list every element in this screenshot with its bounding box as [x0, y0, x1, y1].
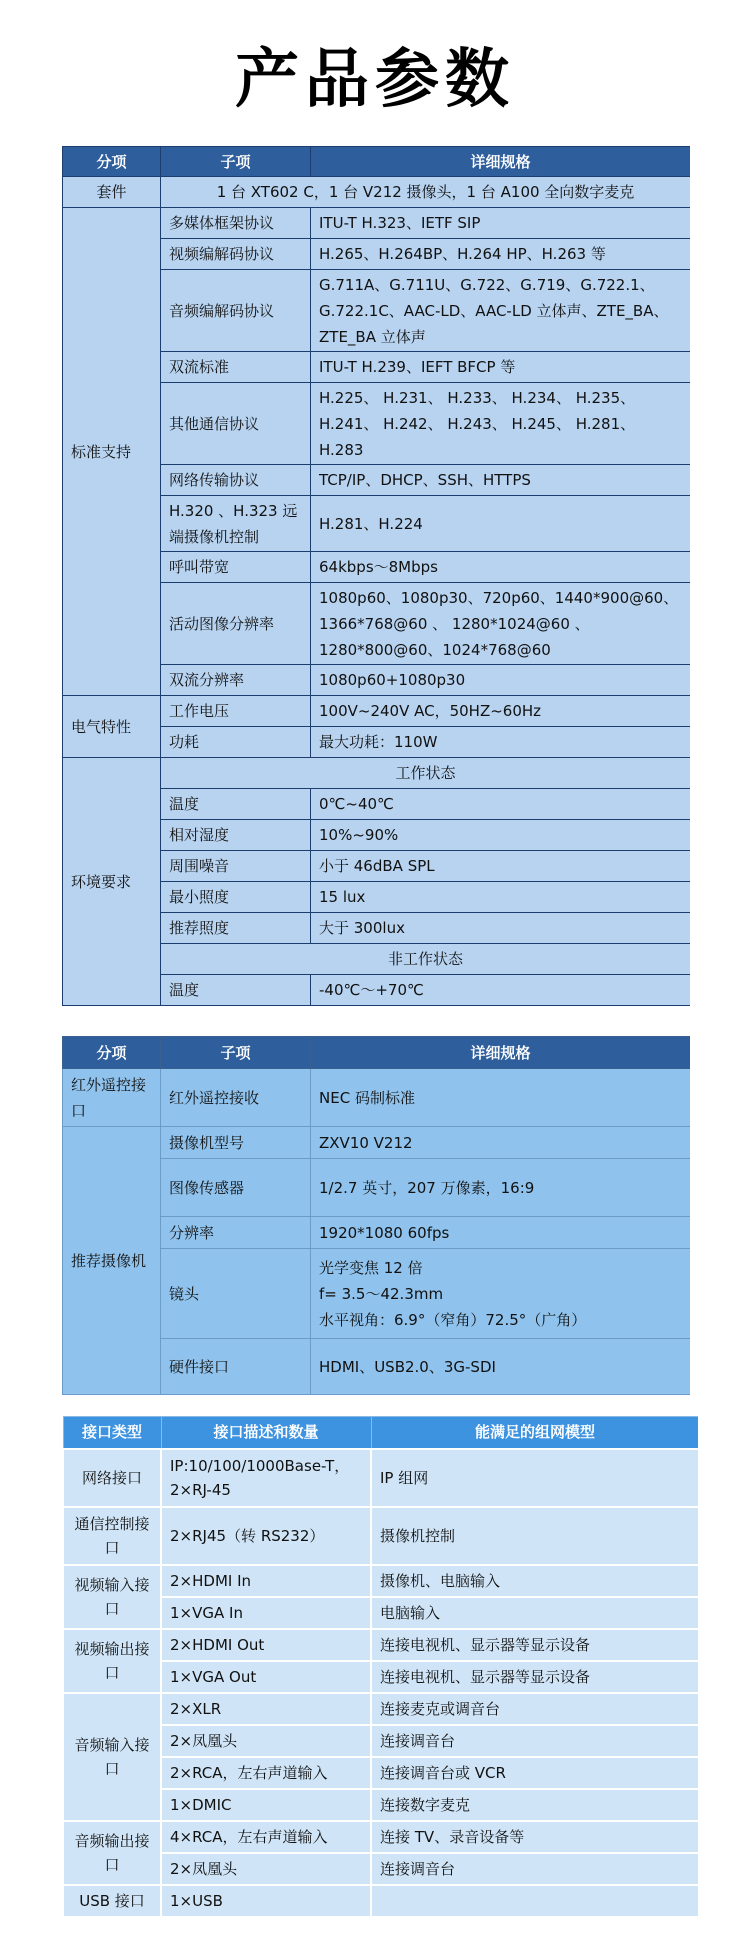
category-cell: 推荐摄像机: [63, 1127, 161, 1395]
header-category: 分项: [63, 147, 161, 177]
spec-table-1: [62, 146, 690, 1006]
model-cell: 连接调音台: [371, 1725, 698, 1757]
subitem-cell: 音频编解码协议: [161, 270, 311, 352]
spec-table-2: [62, 1036, 690, 1395]
subitem-cell: 镜头: [161, 1249, 311, 1339]
lens-line: 光学变焦 12 倍: [319, 1258, 423, 1277]
detail-cell: 0℃~40℃: [311, 789, 691, 820]
model-cell: IP 组网: [371, 1449, 698, 1507]
model-cell: 连接电视机、显示器等显示设备: [371, 1629, 698, 1661]
category-cell: 电气特性: [63, 696, 161, 758]
category-cell: 环境要求: [63, 758, 161, 1006]
subitem-cell: 功耗: [161, 727, 311, 758]
subitem-cell: 分辨率: [161, 1217, 311, 1249]
subitem-cell: 多媒体框架协议: [161, 208, 311, 239]
model-cell: 电脑输入: [371, 1597, 698, 1629]
detail-cell: ITU-T H.323、IETF SIP: [311, 208, 691, 239]
header-interface-desc: 接口描述和数量: [161, 1417, 371, 1449]
category-cell: 视频输入接口: [63, 1565, 161, 1629]
detail-cell: ZXV10 V212: [311, 1127, 691, 1159]
subitem-cell: 图像传感器: [161, 1159, 311, 1217]
detail-cell: H.265、H.264BP、H.264 HP、H.263 等: [311, 239, 691, 270]
subitem-cell: 其他通信协议: [161, 383, 311, 465]
desc-cell: IP:10/100/1000Base-T，2×RJ-45: [161, 1449, 371, 1507]
desc-cell: 1×VGA Out: [161, 1661, 371, 1693]
desc-cell: 2×RCA，左右声道输入: [161, 1757, 371, 1789]
working-state-heading: 工作状态: [161, 758, 691, 789]
subitem-cell: 最小照度: [161, 882, 311, 913]
category-cell: USB 接口: [63, 1885, 161, 1917]
header-interface-type: 接口类型: [63, 1417, 161, 1449]
header-detail: 详细规格: [311, 1037, 691, 1069]
desc-cell: 1×VGA In: [161, 1597, 371, 1629]
subitem-cell: 温度: [161, 975, 311, 1006]
desc-cell: 2×HDMI In: [161, 1565, 371, 1597]
subitem-cell: 双流标准: [161, 352, 311, 383]
model-cell: 摄像机、电脑输入: [371, 1565, 698, 1597]
subitem-cell: 相对湿度: [161, 820, 311, 851]
detail-cell: -40℃～+70℃: [311, 975, 691, 1006]
interface-table-viewport: [62, 1416, 698, 1940]
detail-cell: 小于 46dBA SPL: [311, 851, 691, 882]
model-cell: 连接调音台: [371, 1853, 698, 1885]
spec-table-2-viewport: [62, 1036, 690, 1396]
subitem-cell: 红外遥控接收: [161, 1069, 311, 1127]
desc-cell: 2×凤凰头: [161, 1853, 371, 1885]
spec-table-1-viewport: [62, 146, 690, 1036]
header-subitem: 子项: [161, 1037, 311, 1069]
interface-table: [62, 1416, 698, 1918]
page-title: 产品参数: [235, 43, 515, 117]
nonworking-state-heading: 非工作状态: [161, 944, 691, 975]
detail-cell: [311, 1249, 691, 1339]
desc-cell: 2×XLR: [161, 1693, 371, 1725]
detail-cell: ITU-T H.239、IEFT BFCP 等: [311, 352, 691, 383]
lens-line: 水平视角：6.9°（窄角）72.5°（广角）: [319, 1310, 587, 1329]
detail-cell: 1920*1080 60fps: [311, 1217, 691, 1249]
model-cell: 连接麦克或调音台: [371, 1693, 698, 1725]
category-cell: 红外遥控接口: [63, 1069, 161, 1127]
subitem-cell: 工作电压: [161, 696, 311, 727]
kit-value: 1 台 XT602 C，1 台 V212 摄像头，1 台 A100 全向数字麦克: [161, 177, 691, 208]
model-cell: 摄像机控制: [371, 1507, 698, 1565]
category-cell: 音频输出接口: [63, 1821, 161, 1885]
category-cell: 视频输出接口: [63, 1629, 161, 1693]
subitem-cell: 摄像机型号: [161, 1127, 311, 1159]
detail-cell: HDMI、USB2.0、3G-SDI: [311, 1339, 691, 1395]
subitem-cell: 呼叫带宽: [161, 552, 311, 583]
category-cell: 标准支持: [63, 208, 161, 696]
subitem-cell: 网络传输协议: [161, 465, 311, 496]
detail-cell: 1/2.7 英寸，207 万像素，16:9: [311, 1159, 691, 1217]
detail-cell: G.711A、G.711U、G.722、G.719、G.722.1、G.722.1C、AAC-LD、AAC-LD 立体声、ZTE_BA、ZTE_BA 立体声: [311, 270, 691, 352]
desc-cell: 1×USB: [161, 1885, 371, 1917]
desc-cell: 2×HDMI Out: [161, 1629, 371, 1661]
header-subitem: 子项: [161, 147, 311, 177]
detail-cell: 64kbps～8Mbps: [311, 552, 691, 583]
subitem-cell: 活动图像分辨率: [161, 583, 311, 665]
detail-cell: 大于 300lux: [311, 913, 691, 944]
model-cell: 连接调音台或 VCR: [371, 1757, 698, 1789]
category-cell: 网络接口: [63, 1449, 161, 1507]
desc-cell: 1×DMIC: [161, 1789, 371, 1821]
category-cell: 套件: [63, 177, 161, 208]
detail-cell: NEC 码制标准: [311, 1069, 691, 1127]
desc-cell: 2×凤凰头: [161, 1725, 371, 1757]
desc-cell: 4×RCA，左右声道输入: [161, 1821, 371, 1853]
subitem-cell: 周围噪音: [161, 851, 311, 882]
detail-cell: H.281、H.224: [311, 496, 691, 552]
detail-cell: 1080p60、1080p30、720p60、1440*900@60、1366*768@60 、 1280*1024@60 、1280*800@60、1024*768@60: [311, 583, 691, 665]
subitem-cell: 推荐照度: [161, 913, 311, 944]
detail-cell: 100V~240V AC，50HZ~60Hz: [311, 696, 691, 727]
header-category: 分项: [63, 1037, 161, 1069]
subitem-cell: 视频编解码协议: [161, 239, 311, 270]
subitem-cell: 双流分辨率: [161, 665, 311, 696]
detail-cell: H.225、 H.231、 H.233、 H.234、 H.235、 H.241、 H.242、 H.243、 H.245、 H.281、 H.283: [311, 383, 691, 465]
subitem-cell: 硬件接口: [161, 1339, 311, 1395]
detail-cell: 最大功耗：110W: [311, 727, 691, 758]
header-network-model: 能满足的组网模型: [371, 1417, 698, 1449]
detail-cell: 1080p60+1080p30: [311, 665, 691, 696]
model-cell: 连接 TV、录音设备等: [371, 1821, 698, 1853]
detail-cell: 15 lux: [311, 882, 691, 913]
detail-cell: TCP/IP、DHCP、SSH、HTTPS: [311, 465, 691, 496]
category-cell: 通信控制接口: [63, 1507, 161, 1565]
header-detail: 详细规格: [311, 147, 691, 177]
subitem-cell: H.320 、H.323 远端摄像机控制: [161, 496, 311, 552]
model-cell: [371, 1885, 698, 1917]
category-cell: 音频输入接口: [63, 1693, 161, 1821]
desc-cell: 2×RJ45（转 RS232）: [161, 1507, 371, 1565]
model-cell: 连接电视机、显示器等显示设备: [371, 1661, 698, 1693]
detail-cell: 10%~90%: [311, 820, 691, 851]
model-cell: 连接数字麦克: [371, 1789, 698, 1821]
lens-line: f= 3.5～42.3mm: [319, 1284, 444, 1303]
subitem-cell: 温度: [161, 789, 311, 820]
